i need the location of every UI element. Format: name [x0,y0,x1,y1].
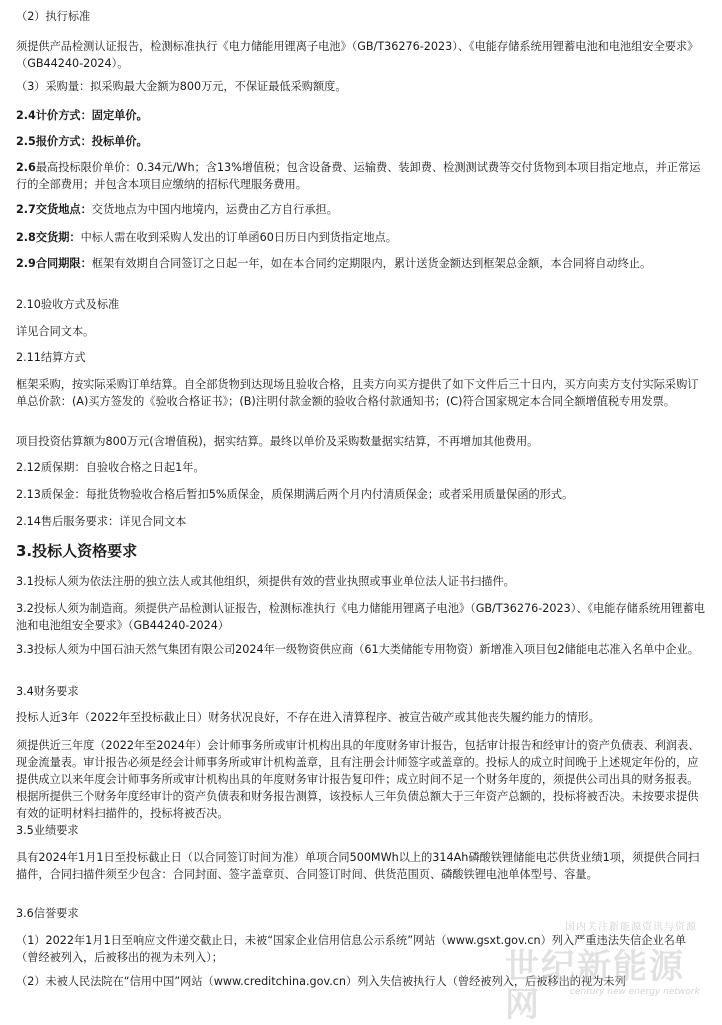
delivery-period [16,229,708,246]
warranty-period: 2.12质保期：自验收合格之日起1年。 [16,461,205,474]
standard-body: 须提供产品检测认证报告，检测标准执行《电力储能用锂离子电池》（GB/T36276-2023）、《电能存储系统用锂蓄电池和电池组安全要求》（GB44240-2024）。 [16,40,699,70]
watermark-logo: 世纪新能源网 [505,947,685,1025]
contract-term-text: 框架有效期自合同签订之日起一年，如在本合同约定期限内，累计送货金额达到框架总金额，本合同将自动终止。 [91,257,652,270]
qualification-3-3: 3.3投标人须为中国石油天然气集团有限公司2024年一级物资供应商（61大类储能专用物资）新增准入项目包2储能电芯准入名单中企业。 [16,643,699,656]
section-3-heading: 3.投标人资格要求 [16,542,138,560]
qualification-3-2: 3.2投标人须为制造商。须提供产品检测认证报告，检测标准执行《电力储能用锂离子电池》（GB/T36276-2023）、《电能存储系统用锂蓄电池和电池组安全要求》（GB44240-2024） [16,602,705,632]
watermark-tagline: 国内关注新能源资讯与资源 [565,922,697,933]
credit-item-1: （1）2022年1月1日至响应文件递交截止日，未被“国家企业信用信息公示系统”网站（www.gsxt.gov.cn）列入严重违法失信企业名单（曾经被列入，后被移出的视为未列入）； [16,934,687,964]
performance-title: 3.5业绩要求 [16,824,79,837]
contract-term-label: 2.9合同期限： [16,257,92,270]
delivery-location-text: 交货地点为中国内地境内，运费由乙方自行承担。 [91,203,338,216]
settlement-body: 框架采购，按实际采购订单结算。自全部货物到达现场且验收合格，且卖方向买方提供了如下文件后三十日内，买方向卖方支付实际采购订单总价款：(A)买方签发的《验收合格证书》；(B)注明付款金额的验收合格付款通知书；(C)符合国家规定本合同全额增值税专用发票。 [16,378,699,408]
financial-title: 3.4财务要求 [16,685,79,698]
credit-item-2: （2）未被人民法院在“信用中国”网站（www.creditchina.gov.cn）列入失信被执行人（曾经被列入，后被移出的视为未列 [16,975,626,988]
financial-body-2: 须提供近三年度（2022年至2024年）会计师事务所或审计机构出具的年度财务审计报告，包括审计报告和经审计的资产负债表、利润表、现金流量表。审计报告必须是经会计师事务所或审计机构盖章，且有注册会计师签字或盖章的。投标人的成立时间晚于上述规定年份的，应提供成立以来年度会计师事务所或审计机构出具的年度财务审计报告复印件；成立时间不足一个财务年度的，须提供公司出具的财务报表。根据所提供三个财务年度经审计的资产负债表和财务报告测算，该投标人三年负债总额大于三年资产总额的，投标将被否决。未按要求提供有效的证明材料扫描件的，投标将被否决。 [16,739,700,820]
max-bid-price [16,159,708,193]
settlement-estimate: 项目投资估算额为800万元(含增值税)，据实结算。最终以单价及采购数量据实结算，不再增加其他费用。 [16,435,539,448]
after-sales: 2.14售后服务要求：详见合同文本 [16,515,187,528]
purchase-quantity: （3）采购量：拟采购最大金额为800万元，不保证最低采购额度。 [16,80,347,93]
contract-term [16,255,708,272]
quote-method: 2.5报价方式：投标单价。 [16,135,148,148]
standard-subtitle: （2）执行标准 [16,10,91,23]
performance-body: 具有2024年1月1日至投标截止日（以合同签订时间为准）单项合同500MWh以上的314Ah磷酸铁锂储能电芯供货业绩1项，须提供合同扫描件，合同扫描件须至少包含：合同封面、签字盖章页、合同签订时间、供货范围页、磷酸铁锂电池单体型号、容量。 [16,851,700,881]
settlement-title: 2.11结算方式 [16,351,86,364]
delivery-period-label: 2.8交货期： [16,231,81,244]
warranty-deposit: 2.13质保金：每批货物验收合格后暂扣5%质保金，质保期满后两个月内付清质保金；或者采用质量保函的形式。 [16,488,574,501]
delivery-period-text: 中标人需在收到采购人发出的订单函60日历日内到货指定地点。 [80,231,397,244]
acceptance-body: 详见合同文本。 [16,325,95,338]
delivery-location-label: 2.7交货地点： [16,203,92,216]
acceptance-title: 2.10验收方式及标准 [16,298,120,311]
watermark-english: century new energy network [570,987,700,997]
max-bid-price-text: 最高投标限价单价：0.34元/Wh；含13%增值税；包含设备费、运输费、装卸费、检测测试费等交付货物到本项目指定地点，并正常运行的全部费用；并包含本项目应缴纳的招标代理服务费用。 [16,161,701,191]
qualification-3-1: 3.1投标人须为依法注册的独立法人或其他组织，须提供有效的营业执照或事业单位法人证书扫描件。 [16,575,515,588]
pricing-method: 2.4计价方式：固定单价。 [16,109,148,122]
credit-title: 3.6信誉要求 [16,907,79,920]
max-bid-price-label: 2.6 [16,161,36,174]
delivery-location [16,201,708,218]
financial-body-1: 投标人近3年（2022年至投标截止日）财务状况良好，不存在进入清算程序、被宣告破产或其他丧失履约能力的情形。 [16,711,600,724]
